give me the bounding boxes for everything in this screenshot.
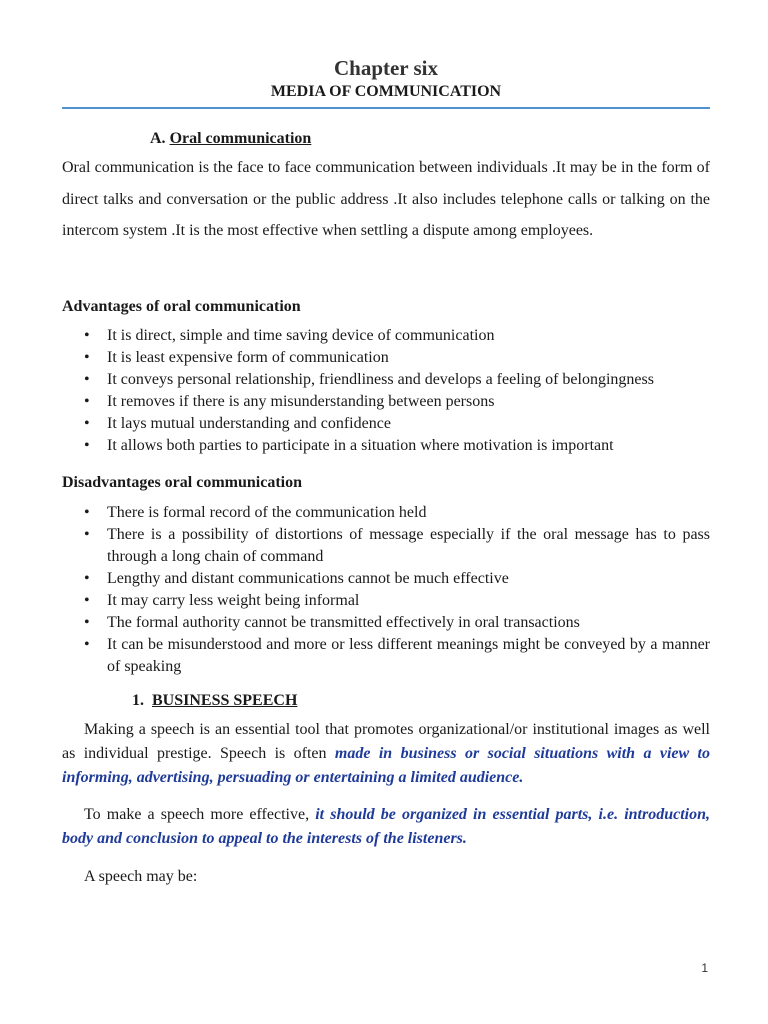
list-item bbox=[62, 502, 710, 524]
paragraph-emphasis: made in business or social situations with a view to informing, advertising, persuading or entertaining a limited audience. bbox=[62, 745, 710, 786]
section-heading-oral-communication bbox=[150, 130, 311, 148]
paragraph-text: Making a speech is an essential tool that promotes organizational/or institutional images as well as individual prestige. Speech is often bbox=[62, 721, 710, 762]
list-item bbox=[62, 435, 710, 457]
bullet-icon: • bbox=[84, 614, 90, 631]
list-item-text: The formal authority cannot be transmitted effectively in oral transactions bbox=[107, 614, 580, 631]
document-page bbox=[62, 0, 710, 1024]
disadvantages-list bbox=[62, 502, 710, 678]
paragraph-text: To make a speech more effective, bbox=[84, 806, 316, 823]
list-item-text: It is least expensive form of communication bbox=[107, 349, 389, 366]
list-item-text: It may carry less weight being informal bbox=[107, 592, 360, 609]
list-item bbox=[62, 590, 710, 612]
bullet-icon: • bbox=[84, 349, 90, 366]
heading-number: 1. bbox=[132, 692, 144, 709]
bullet-icon: • bbox=[84, 526, 90, 543]
disadvantages-heading: Disadvantages oral communication bbox=[62, 474, 302, 491]
list-item-text: It can be misunderstood and more or less different meanings might be conveyed by a manner of speaking bbox=[107, 636, 710, 675]
list-item bbox=[62, 413, 710, 435]
page-number: 1 bbox=[701, 961, 708, 975]
bullet-icon: • bbox=[84, 393, 90, 410]
bullet-icon: • bbox=[84, 592, 90, 609]
advantages-heading: Advantages of oral communication bbox=[62, 298, 301, 315]
bullet-icon: • bbox=[84, 504, 90, 521]
list-item bbox=[62, 634, 710, 678]
list-item bbox=[62, 612, 710, 634]
bullet-icon: • bbox=[84, 570, 90, 587]
list-item-text: It lays mutual understanding and confidence bbox=[107, 415, 391, 432]
paragraph-text: A speech may be: bbox=[84, 868, 198, 885]
list-item bbox=[62, 347, 710, 369]
list-item-text: It conveys personal relationship, friendliness and develops a feeling of belongingness bbox=[107, 371, 654, 388]
advantages-list bbox=[62, 325, 710, 457]
list-item-text: It removes if there is any misunderstanding between persons bbox=[107, 393, 495, 410]
bullet-icon: • bbox=[84, 371, 90, 388]
speech-types-intro bbox=[62, 865, 710, 889]
heading-title: BUSINESS SPEECH bbox=[152, 692, 298, 709]
bullet-icon: • bbox=[84, 437, 90, 454]
list-item-text: There is formal record of the communication held bbox=[107, 504, 427, 521]
speech-effectiveness-paragraph bbox=[62, 803, 710, 851]
section-title: Oral communication bbox=[169, 130, 312, 147]
list-item bbox=[62, 391, 710, 413]
section-prefix: A. bbox=[150, 130, 166, 147]
list-item bbox=[62, 568, 710, 590]
list-item bbox=[62, 524, 710, 568]
list-item-text: It allows both parties to participate in a situation where motivation is important bbox=[107, 437, 614, 454]
list-item bbox=[62, 369, 710, 391]
chapter-subtitle: MEDIA OF COMMUNICATION bbox=[270, 83, 502, 100]
chapter-title: Chapter six bbox=[333, 56, 439, 80]
bullet-icon: • bbox=[84, 415, 90, 432]
bullet-icon: • bbox=[84, 327, 90, 344]
title-divider bbox=[62, 107, 710, 109]
paragraph-emphasis: it should be organized in essential parts, i.e. introduction, body and conclusion to appeal to the interests of the listeners. bbox=[62, 806, 711, 847]
business-speech-heading bbox=[132, 692, 297, 710]
list-item-text: Lengthy and distant communications cannot be much effective bbox=[107, 570, 509, 587]
oral-communication-paragraph: Oral communication is the face to face communication between individuals .It may be in the form of direct talks and conversation or the public address .It also includes telephone calls or talking on the intercom system .It is the most effective when settling a dispute among employees. bbox=[62, 159, 710, 239]
business-speech-paragraph bbox=[62, 718, 710, 790]
bullet-icon: • bbox=[84, 636, 90, 653]
list-item-text: There is a possibility of distortions of message especially if the oral message has to pass through a long chain of command bbox=[107, 526, 710, 565]
list-item-text: It is direct, simple and time saving device of communication bbox=[107, 327, 495, 344]
list-item bbox=[62, 325, 710, 347]
